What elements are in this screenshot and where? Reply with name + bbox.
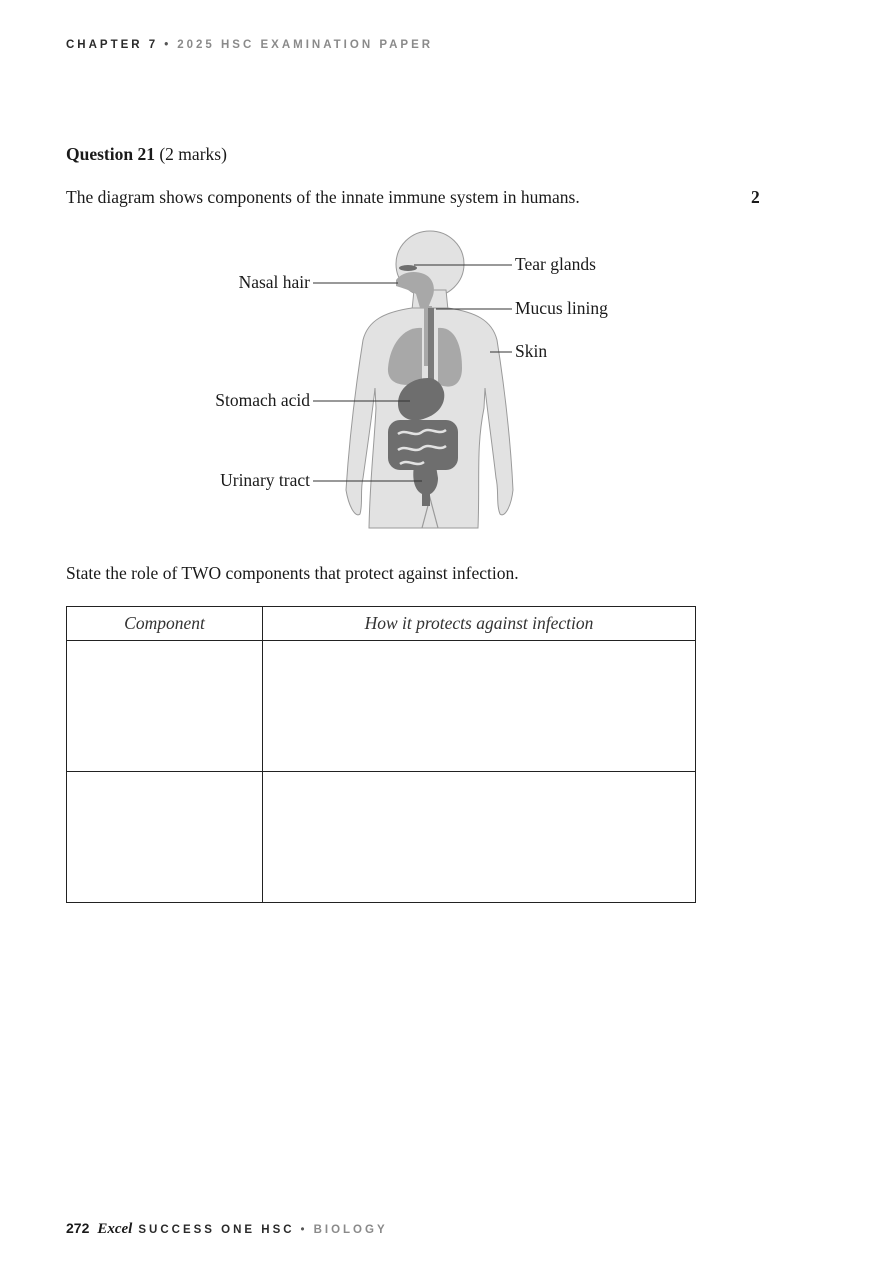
label-tear-glands: Tear glands [515, 254, 596, 274]
chapter-label: CHAPTER 7 [66, 39, 159, 51]
label-mucus-lining: Mucus lining [515, 298, 608, 318]
answer-cell-protection-1[interactable] [263, 641, 696, 772]
answer-table [66, 606, 696, 903]
question-marks: (2 marks) [159, 144, 227, 164]
series-title: SUCCESS ONE HSC [138, 1224, 295, 1236]
marks-value: 2 [751, 187, 760, 207]
table-row [67, 641, 696, 772]
question-instruction: State the role of TWO components that protect against infection. [66, 563, 519, 583]
running-head [66, 39, 433, 51]
paper-title: 2025 HSC EXAMINATION PAPER [177, 39, 434, 51]
question-title [66, 144, 227, 165]
page-footer [66, 1220, 388, 1238]
label-skin: Skin [515, 341, 548, 361]
answer-cell-component-1[interactable] [67, 641, 263, 772]
table-row [67, 772, 696, 903]
footer-separator: • [300, 1224, 308, 1236]
header-component: Component [67, 607, 263, 641]
label-urinary-tract: Urinary tract [220, 470, 310, 490]
question-number: Question 21 [66, 144, 155, 164]
answer-cell-protection-2[interactable] [263, 772, 696, 903]
header-how-it-protects: How it protects against infection [263, 607, 696, 641]
label-nasal-hair: Nasal hair [238, 272, 310, 292]
table-header-row [67, 607, 696, 641]
label-stomach-acid: Stomach acid [215, 390, 310, 410]
answer-cell-component-2[interactable] [67, 772, 263, 903]
brand-logo: Excel [97, 1221, 133, 1237]
question-stem: The diagram shows components of the innate immune system in humans. [66, 187, 580, 207]
page-number: 272 [66, 1220, 90, 1236]
header-separator: • [164, 39, 172, 51]
intestines [388, 420, 458, 470]
immune-system-diagram [200, 228, 630, 533]
subject-label: BIOLOGY [313, 1224, 388, 1236]
